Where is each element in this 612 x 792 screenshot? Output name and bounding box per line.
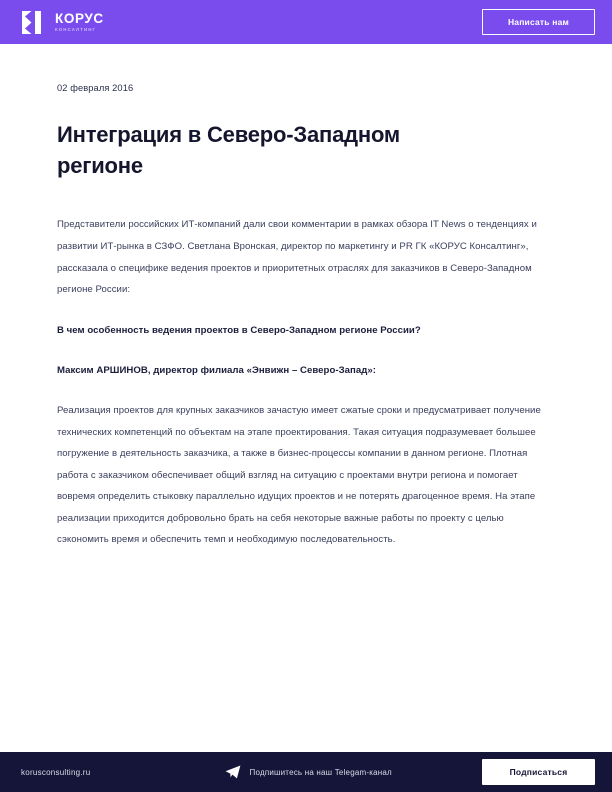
footer-telegram-text: Подпишитесь на наш Telegam-канал	[249, 767, 392, 777]
contact-us-button[interactable]: Написать нам	[482, 9, 595, 35]
korus-logo-icon	[22, 11, 48, 34]
article-question-heading: В чем особенность ведения проектов в Северо-Западном регионе России?	[57, 324, 421, 336]
telegram-paper-plane-icon[interactable]	[225, 765, 241, 779]
footer-telegram-promo	[225, 765, 392, 779]
footer-domain-link[interactable]: korusconsulting.ru	[21, 767, 91, 777]
brand-subtitle: КОНСАЛТИНГ	[55, 26, 97, 32]
site-footer	[0, 752, 612, 792]
article-content	[0, 44, 612, 752]
page-title: Интеграция в Северо-Западном регионе	[57, 122, 400, 179]
brand-name: КОРУС	[55, 10, 104, 26]
subscribe-button[interactable]: Подписаться	[482, 759, 595, 785]
site-header	[0, 0, 612, 44]
article-speaker-heading: Максим АРШИНОВ, директор филиала «Энвижн – Северо-Запад»:	[57, 364, 376, 376]
article-date: 02 февраля 2016	[57, 83, 134, 93]
article-paragraph-lead: Представители российских ИТ-компаний дали свои комментарии в рамках обзора IT News о тенденциях и развитии ИТ-рынка в СЗФО. Светлана Вронская, директор по маркетингу и PR ГК «КОРУС Консалтинг», рассказала о специфике ведения проектов и приоритетных отраслях для заказчиков в Северо-Западном регионе России:	[57, 219, 537, 296]
brand-logo[interactable]	[22, 11, 104, 34]
article-body	[57, 214, 555, 551]
article-paragraph-main: Реализация проектов для крупных заказчиков зачастую имеет сжатые сроки и предусматривает получение технических компетенций по объектам на этапе проектирования. Такая ситуация подразумевает большее погружение в деятельность заказчика, а также в бизнес-процессы компании в данном регионе. Плотная работа с заказчиком обеспечивает общий взгляд на ситуацию с проектами внутри региона и помогает вовремя определить стыковку параллельно идущих проектов и не потерять драгоценное время. На этапе реализации приходится добровольно брать на себя некоторые важные работы по проекту с целью сэкономить время и обеспечить темп и необходимую последовательность.	[57, 404, 541, 546]
brand-wordmark	[55, 12, 104, 32]
